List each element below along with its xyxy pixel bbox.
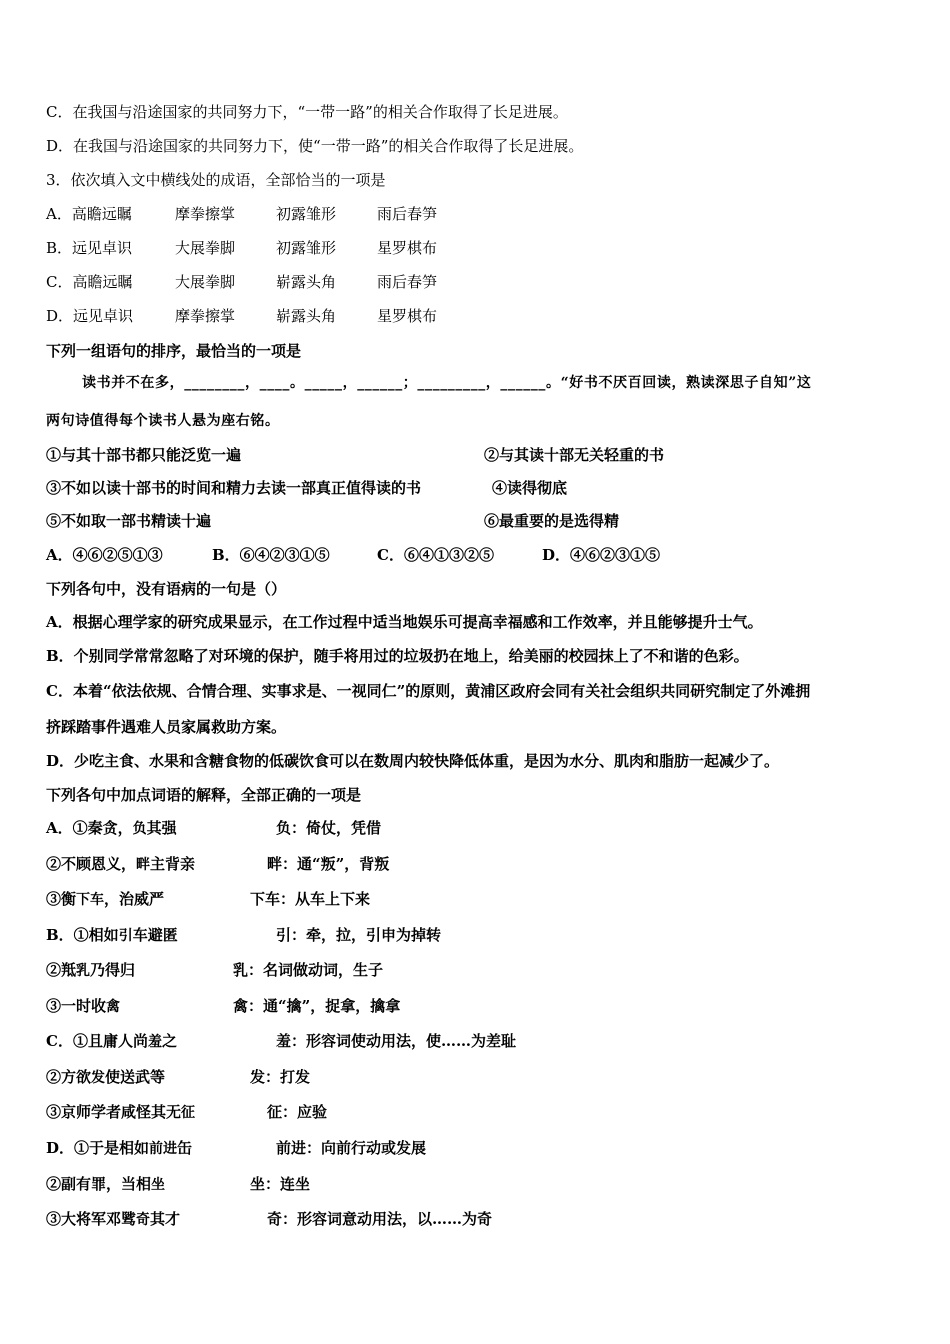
dotted-word: 乳 [76, 963, 91, 979]
q4-passage-line2: 两句诗值得每个读书人悬为座右铭。 [46, 413, 280, 429]
q3-stem: 3．依次填入文中横线处的成语，全部恰当的一项是 [46, 171, 386, 189]
q4-item-1: ①与其十部书都只能泛览一遍 [46, 446, 242, 464]
q6-c2: ②方欲发使送武等 [46, 1068, 166, 1086]
q6-c3: ③京师学者咸怪其无征 [46, 1103, 196, 1121]
q6-a2: ②不顾恩义，畔主背亲 [46, 855, 196, 873]
q4-option-b: B．⑥④②③①⑤ [212, 546, 330, 564]
dotted-word: 引 [118, 928, 133, 944]
q6-stem: 下列各句中加点词语的解释，全部正确的一项是 [46, 786, 362, 804]
q5-option-c-line2: 挤踩踏事件遇难人员家属救助方案。 [46, 718, 287, 736]
dotted-word: 发 [91, 1070, 106, 1086]
dotted-word: 下车 [76, 892, 105, 908]
q6-d3-note: 奇：形容词意动用法，以……为奇 [267, 1210, 493, 1228]
q5-option-b: B．个别同学常常忽略了对环境的保护，随手将用过的垃圾扔在地上，给美丽的校园抹上了不和谐的色彩。 [46, 647, 749, 665]
dotted-word: 奇 [136, 1212, 151, 1228]
q6-d1-note: 前进：向前行动或发展 [276, 1139, 427, 1157]
q4-item-5: ⑤不如取一部书精读十遍 [46, 512, 212, 530]
q4-option-a: A．④⑥②⑤①③ [46, 546, 163, 564]
dotted-word: 坐 [151, 1177, 166, 1193]
q6-b3: ③一时收禽 [46, 997, 121, 1015]
q5-option-d: D．少吃主食、水果和含糖食物的低碳饮食可以在数周内较快降低体重，是因为水分、肌肉和脂肪一起减少了。 [46, 752, 780, 770]
q6-c1-note: 羞：形容词使动用法，使……为差耻 [276, 1032, 517, 1050]
q5-stem: 下列各句中，没有语病的一句是（） [46, 580, 287, 598]
q5-option-c-line1: C．本着“依法依规、合情合理、实事求是、一视同仁”的原则，黄浦区政府会同有关社会组织共同研究制定了外滩拥 [46, 682, 811, 700]
q6-d2-note: 坐：连坐 [250, 1175, 311, 1193]
q4-stem: 下列一组语句的排序，最恰当的一项是 [46, 342, 302, 360]
q4-item-6: ⑥最重要的是选得精 [484, 512, 620, 530]
q6-b1-note: 引：牵，拉，引申为掉转 [276, 926, 442, 944]
q5-option-a: A．根据心理学家的研究成果显示，在工作过程中适当地娱乐可提高幸福感和工作效率，并且能够提升士气。 [46, 613, 763, 631]
q2-option-c: C．在我国与沿途国家的共同努力下，“一带一路”的相关合作取得了长足进展。 [46, 103, 568, 121]
q6-c1: C．①且庸人尚羞之 [46, 1032, 177, 1050]
q4-item-4: ④读得彻底 [492, 479, 568, 497]
q6-b2: ②羝乳乃得归 [46, 961, 136, 979]
q6-b1: B．①相如引车避匿 [46, 926, 178, 944]
q4-option-d: D．④⑥②③①⑤ [542, 546, 661, 564]
dotted-word: 畔 [136, 857, 151, 873]
q4-item-3: ③不如以读十部书的时间和精力去读一部真正值得读的书 [46, 479, 422, 497]
q6-d2: ②副有罪，当相坐 [46, 1175, 166, 1193]
dotted-word: 羞 [147, 1034, 162, 1050]
q4-item-2: ②与其读十部无关轻重的书 [484, 446, 665, 464]
dotted-word: 前进 [149, 1141, 178, 1157]
q6-d1: D．①于是相如前进缶 [46, 1139, 193, 1157]
dotted-word: 禽 [106, 999, 121, 1015]
q6-c2-note: 发：打发 [250, 1068, 311, 1086]
q6-a1: A．①秦贪，负其强 [46, 819, 177, 837]
q6-b3-note: 禽：通“擒”，捉拿，擒拿 [233, 997, 401, 1015]
q6-a3: ③衡下车，治威严 [46, 890, 165, 908]
q6-a2-note: 畔：通“叛”，背叛 [267, 855, 390, 873]
q4-option-c: C．⑥④①③②⑤ [377, 546, 494, 564]
q6-d3: ③大将军邓骘奇其才 [46, 1210, 181, 1228]
q6-a3-note: 下车：从车上下来 [250, 890, 371, 908]
dotted-word: 负 [132, 821, 147, 837]
q6-c3-note: 征：应验 [267, 1103, 328, 1121]
dotted-word: 征 [181, 1105, 196, 1121]
q6-b2-note: 乳：名词做动词，生子 [233, 961, 384, 979]
q2-option-d: D．在我国与沿途国家的共同努力下，使“一带一路”的相关合作取得了长足进展。 [46, 137, 584, 155]
q6-a1-note: 负：倚仗，凭借 [276, 819, 382, 837]
q4-passage-line1: 读书并不在多，________，____。_____，______；_________，______。“好书不厌百回读，熟读深思子自知”这 [82, 375, 812, 391]
